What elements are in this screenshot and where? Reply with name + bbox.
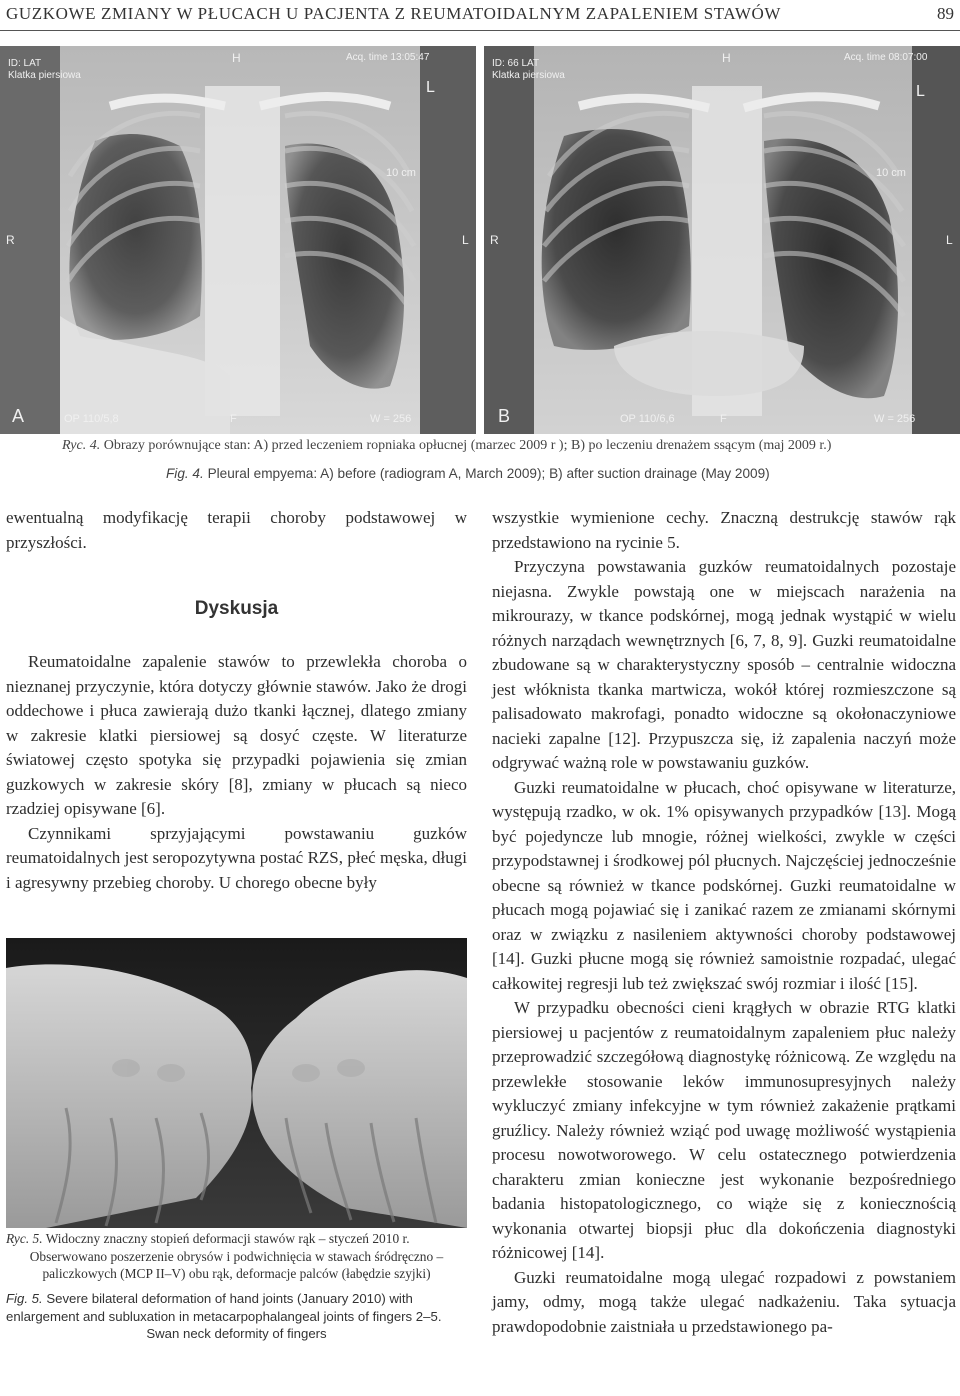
right-paragraph-3: W przypadku obecności cieni krągłych w obrazie RTG klatki piersiowej u pacjentów z reumatoidalnym zapaleniem płuc należy przeprowadzić szczegółową diagnostykę różnicową. Ze względu na przewlekłe stosowanie leków immunosupresyjnych należy wykluczyć zmiany infekcyjne w tym również zakażenie prątkami gruźlicy. Należy również wziąć pod uwagę możliwość wystąpienia procesu nowotworowego. W celu ostatecznego potwierdzenia charakteru zmian konieczne jest wykonanie bezpośredniego badania histopatologicznego, co wiąże się z koniecznością wykonania otwartej biopsji płuc dla dokończenia diagnostyki różnicowej [14]. [492,998,956,1262]
right-paragraph-1: Przyczyna powstawania guzków reumatoidalnych pozostaje niejasna. Zwykle powstają one w miejscach narażenia na mikrourazy, w tkance podskórnej, mogą jednak wystąpić w wielu różnych narządach wewnętrznych [6, 7, 8, 9]. Guzki reumatoidalne zbudowane są w charakterystyczny sposób – centralnie widoczna jest włóknista tkanka martwicza, wokół której rozmieszczone są palisadowato makrofagi, ponadto widoczne są okołonaczyniowe nacieki zapalne [12]. Przypuszcza się, iż zapalenia naczyń może odgrywać ważną role w powstawaniu guzków. [492,557,956,772]
xray-b-w: W = 256 [874,413,916,425]
xray-a-marker-h: H [232,51,241,65]
figure4-caption-pl-prefix: Ryc. 4. [62,438,101,453]
radiograph-b [484,46,960,434]
figure4-caption-en-prefix: Fig. 4. [166,466,204,481]
xray-a-marker-f: F [230,413,237,425]
discussion-paragraph-2: Czynnikami sprzyjającymi powstawaniu guzków reumatoidalnych jest seropozytywna postać RZS, płeć męska, długi i agresywny przebieg choroby. U chorego obecne były [6,823,467,892]
figure5-caption-pl [6,1230,467,1283]
figure5-caption-en [6,1290,467,1343]
figure4-caption-pl-text: Obrazy porównujące stan: A) przed leczeniem ropniaka opłucnej (marzec 2009 r ); B) po leczeniu drenażem ssącym (maj 2009 r.) [103,438,832,453]
figure5-caption-pl-line1: Widoczny znaczny stopień deformacji stawów rąk – styczeń 2010 r. [45,1231,410,1246]
figure5-caption-en-prefix: Fig. 5. [6,1291,43,1306]
figure5-caption-pl-prefix: Ryc. 5. [6,1231,43,1246]
discussion-paragraph-1: Reumatoidalne zapalenie stawów to przewlekła choroba o nieznanej przyczynie, która dotyczy głównie stawów. Jako że drogi oddechowe i płuca zawierają dużo tkanki łącznej, dlatego zmiany w zakresie klatki piersiowej są dosyć częste. W literaturze światowej często spotyka się przypadki pojawienia się zmian guzkowych w zakresie skóry [8], zmiany w płucach są nieco rzadziej opisywane [6]. [6,652,467,818]
xray-b-op: OP 110/6,6 [620,413,675,425]
xray-b-marker-h: H [722,51,731,65]
right-paragraph-0: wszystkie wymienione cechy. Znaczną destrukcję stawów rąk przedstawiono na rycinie 5. [492,508,956,552]
intro-paragraph: ewentualną modyfikację terapii choroby podstawowej w przyszłości. [6,508,467,552]
figure4-caption-en-text: Pleural empyema: A) before (radiogram A, March 2009); B) after suction drainage (May 2009) [207,466,770,481]
xray-a-marker-r: R [6,233,15,247]
figure5-caption-en-line2: Swan neck deformity of fingers [146,1326,327,1341]
xray-b-marker-r: R [490,233,499,247]
running-title: GUZKOWE ZMIANY W PŁUCACH U PACJENTA Z REUMATOIDALNYM ZAPALENIEM STAWÓW [6,4,782,23]
figure4-caption-pl [62,438,831,454]
xray-b-acq: Acq. time 08:07:00 [844,52,928,63]
xray-b-marker-l-top: L [916,83,925,100]
section-heading: Dyskusja [194,598,279,619]
xray-a-id: ID: LAT [8,58,42,69]
figure5-caption-pl-line3: paliczkowych (MCP II–V) obu rąk, deformacje palców (łabędzie szyjki) [42,1266,431,1281]
running-header [6,4,954,28]
panel-label-a: A [12,406,25,426]
xray-b-scale: 10 cm [876,167,906,179]
xray-b-region: Klatka piersiowa [492,70,565,81]
xray-a-op: OP 110/5,8 [64,413,119,425]
xray-a-marker-l-side: L [462,233,469,247]
xray-a-w: W = 256 [370,413,412,425]
left-column-body [6,650,467,895]
xray-b-marker-f: F [720,413,727,425]
xray-b-marker-l-side: L [946,233,953,247]
right-paragraph-2: Guzki reumatoidalne w płucach, choć opisywane w literaturze, występują rzadko, w ok. 1% opisywanych przypadków [13]. Mogą być pojedyncze lub mnogie, różnej wielkości, zwykle w części przypodstawnej i środkowej pól płucnych. Najczęściej jednocześnie obecne są również w tkance podskórnej. Guzki reumatoidalne w płucach mogą pojawiać się i zanikać razem ze zmianami skórnymi oraz w związku z nasileniem aktywności choroby podstawowej [14]. Guzki płucne mogą się również samoistnie rozpadać, ulegać całkowitej regresji lub też zwiększać swój rozmiar i ilość [15]. [492,777,956,993]
page-number: 89 [937,4,954,23]
radiograph-a [0,46,476,434]
xray-a-marker-l-top: L [426,79,435,96]
xray-a-region: Klatka piersiowa [8,70,81,81]
left-column-intro [6,506,467,555]
figure5-caption-en-line1: Severe bilateral deformation of hand joints (January 2010) with enlargement and subluxation in metacarpophalangeal joints of fingers 2–5. [6,1291,442,1324]
right-column [492,506,956,1339]
right-paragraph-4: Guzki reumatoidalne mogą ulegać rozpadowi z powstaniem jamy, odmy, mogą także ulegać nadkażeniu. Taka sytuacja prawdopodobnie zaistniała u przedstawionego pa- [492,1267,956,1336]
figure4-caption-en [166,466,770,481]
xray-b-id: ID: 66 LAT [492,58,540,69]
xray-a-acq: Acq. time 13:05:47 [346,52,430,63]
panel-label-b: B [498,406,511,426]
figure5-caption-pl-line2: Obserwowano poszerzenie obrysów i podwichnięcia w stawach śródręczno – [29,1248,444,1264]
xray-a-scale: 10 cm [386,167,416,179]
header-rule [0,30,960,31]
